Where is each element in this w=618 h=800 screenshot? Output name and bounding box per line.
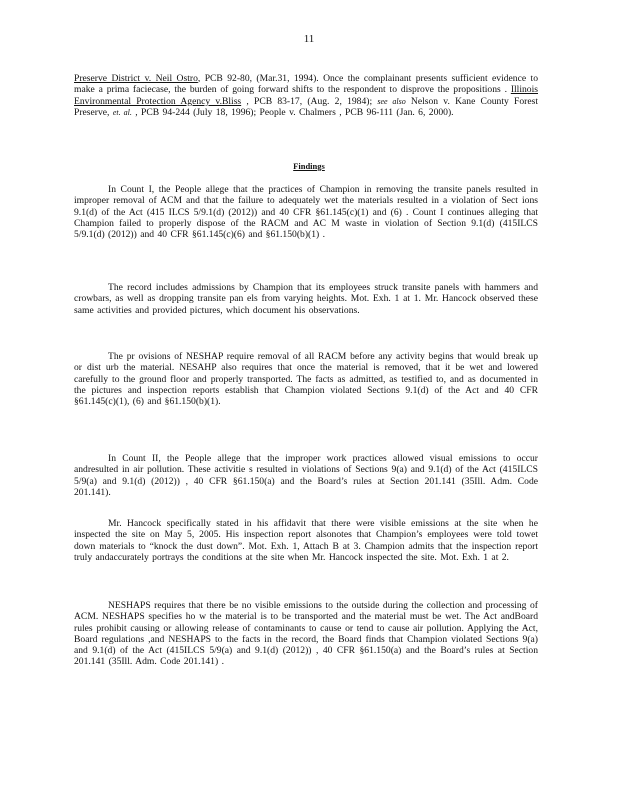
- et-al-signal: et. al.: [112, 107, 132, 117]
- case-name-bliss: Illinois Environmental Protection Agency v.Bliss: [74, 84, 538, 107]
- paragraph-count-one: [74, 184, 538, 240]
- page-number: 11: [303, 33, 315, 45]
- paragraph-text: In Count II, the People allege that the improper work practices allowed visual emissions to occur andresulted in air pollution. These activitie s resulted in violations of Sections 9(a) and 9.1(d) of the Act (415ILCS 5/9(a) and 9.1(d) (2012)) , 40 CFR §61.150(a) and the Board’s rules at Section 201.141 (35Ill. Adm. Code 201.141).: [74, 453, 538, 498]
- paragraph-text: The pr ovisions of NESHAP require removal of all RACM before any activity begins that would break up or dist urb the material. NESAHP also requires that once the material is removed, that it be wet and lowered carefully to the ground floor and properly transported. The facts as admitted, as testified to, and as documented in the pictures and inspection reports establish that Champion violated Sections 9.1(d) of the Act and 40 CFR §61.145(c)(1), (6) and §61.150(b)(1).: [74, 351, 538, 408]
- paragraph-neshaps-findings: [74, 600, 538, 668]
- case-name-ostro: Preserve District v. Neil Ostro: [74, 73, 198, 84]
- paragraph-text: The record includes admissions by Champion that its employees struck transite panels with hammers and crowbars, as well as dropping transite pan els from varying heights. Mot. Exh. 1 at 1. Mr. Hancock observed these same activities and provided pictures, which document his observations.: [74, 282, 538, 316]
- paragraph-neshap-provisions: [74, 351, 538, 407]
- paragraph-text: NESHAPS requires that there be no visible emissions to the outside during the collection and processing of ACM. NESHAPS specifies ho w the material is to be transported and the material must be wet. The Act andBoard rules prohibit causing or allowing release of contaminants to cause or tend to cause air pollution. Applying the Act, Board regulations ,and NESHAPS to the facts in the record, the Board finds that Champion violated Sections 9(a) and 9.1(d) of the Act (415ILCS 5/9(a) and 9.1(d) (2012)) , 40 CFR §61.150(a) and the Board’s rules at Section 201.141 (35Ill. Adm. Code 201.141) .: [74, 600, 538, 668]
- citation-paragraph: [74, 73, 538, 118]
- paragraph-text: In Count I, the People allege that the practices of Champion in removing the transite panels resulted in improper removal of ACM and that the failure to adequately wet the materials resulted in a violation of Sect ions 9.1(d) of the Act (415 ILCS 5/9.1(d) (2012)) and 40 CFR §61.145(c)(1) and (6) . Count I continues alleging that Champion failed to properly dispose of the RACM and AC M waste in violation of Section 9.1(d) (415ILCS 5/9.1(d) (2012)) and 40 CFR §61.145(c)(6) and §61.150(b)(1) .: [74, 184, 538, 241]
- see-also-signal: see also: [377, 96, 406, 106]
- citation-text-4: , PCB 94-244 (July 18, 1996); People v. Chalmers , PCB 96-111 (Jan. 6, 2000).: [131, 106, 454, 118]
- findings-heading-text: Findings: [293, 161, 325, 171]
- citation-text-3: Nelson v. Kane County Forest Preserve,: [74, 95, 538, 118]
- paragraph-record-admissions: [74, 282, 538, 316]
- citation-text-2: , PCB 83-17, (Aug. 2, 1984);: [241, 95, 378, 107]
- paragraph-hancock-affidavit: [74, 518, 538, 563]
- section-heading: [0, 161, 618, 171]
- citation-text-1: , PCB 92-80, (Mar.31, 1994). Once the complainant presents sufficient evidence to make a prima faciecase, the burden of going forward shifts to the respondent to disprove the propositions .: [74, 73, 538, 96]
- paragraph-count-two: [74, 453, 538, 498]
- paragraph-text: Mr. Hancock specifically stated in his affidavit that there were visible emissions at the site when he inspected the site on May 5, 2005. His inspection report alsonotes that Champion’s employees were told towet down materials to “knock the dust down”. Mot. Exh. 1, Attach B at 3. Champion admits that the inspection report truly andaccurately portrays the conditions at the site when Mr. Hancock inspected the site. Mot. Exh. 1 at 2.: [74, 518, 538, 563]
